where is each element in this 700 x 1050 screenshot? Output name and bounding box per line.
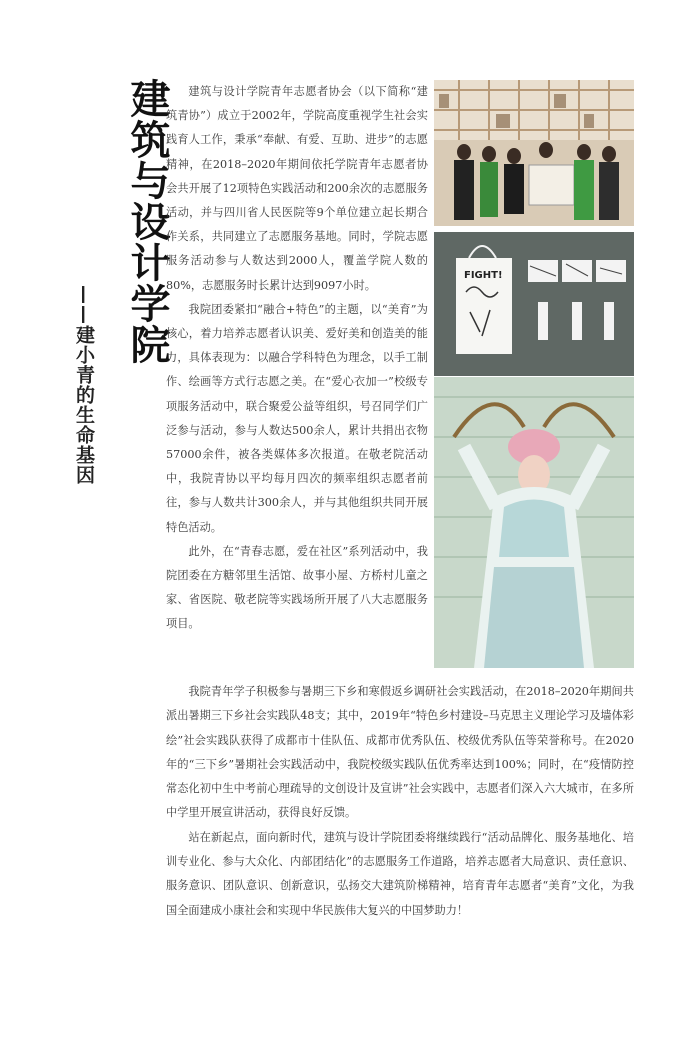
paragraph: 我院团委紧扣“融合+特色”的主题，以“美育”为核心，着力培养志愿者认识美、爱好美和创造美的能力，具体表现为：以融合学科特色为理念，以手工制作、绘画等方式行志愿之美。在“爱心衣加一”校级专项服务活动中，联合聚爱公益等组织，号召同学们广泛参与活动，参与人数达500余人，累计共捐出衣物57000余件，被各类媒体多次报道。在敬老院活动中，我院青协以平均每月四次的频率组织志愿者前往，参与人数共计300余人，并与其他组织共同开展特色活动。 [166,302,428,534]
page-title: 建筑与设计学院 [124,78,170,365]
bottom-text-block [166,680,634,923]
paragraph: 我院青年学子积极参与暑期三下乡和寒假返乡调研社会实践活动，在2018–2020年期间共派出暑期三下乡社会实践队48支；其中，2019年“特色乡村建设–马克思主义理论学习及墙体彩绘”社会实践队获得了成都市十佳队伍、成都市优秀队伍、校级优秀队伍等荣誉称号。在2020年的“三下乡”暑期社会实践活动中，我院校级实践队伍优秀率达到100%；同时，在“疫情防控常态化初中生中考前心理疏导的文创设计及宣讲”社会实践中，志愿者们深入六大城市，在多所中学里开展宣讲活动，获得良好反馈。 [166,685,634,820]
paragraph: 建筑与设计学院青年志愿者协会（以下简称“建筑青协”）成立于2002年，学院高度重视学生社会实践育人工作，秉承“奉献、有爱、互助、进步”的志愿精神，在2018–2020年期间依托学院青年志愿者协会共开展了12项特色实践活动和200余次的志愿服务活动，并与四川省人民医院等9个单位建立起长期合作关系，共同建立了志愿服务基地。同时，学院志愿服务活动参与人数达到2000人，覆盖学院人数的80%，志愿服务时长累计达到9097小时。 [166,85,428,292]
group-photo [434,80,634,226]
paragraph: 站在新起点，面向新时代，建筑与设计学院团委将继续践行“活动品牌化、服务基地化、培训专业化、参与大众化、内部团结化”的志愿服务工作道路，培养志愿者大局意识、责任意识、服务意识、团队意识、创新意识，弘扬交大建筑阶梯精神，培育青年志愿者“美育”文化，为我国全面建成小康社会和实现中华民族伟大复兴的中国梦助力！ [166,830,634,917]
tote-bag-photo [434,232,634,376]
paragraph: 此外，在“青春志愿，爱在社区”系列活动中，我院团委在方糖邻里生活馆、故事小屋、方桥村儿童之家、省医院、敬老院等实践场所开展了八大志愿服务项目。 [166,544,428,631]
side-text-column [166,80,428,637]
page-subtitle: ——建小青的生命基因 [73,285,95,485]
bag-text: FIGHT! [464,270,503,281]
opera-costume-photo [434,377,634,668]
